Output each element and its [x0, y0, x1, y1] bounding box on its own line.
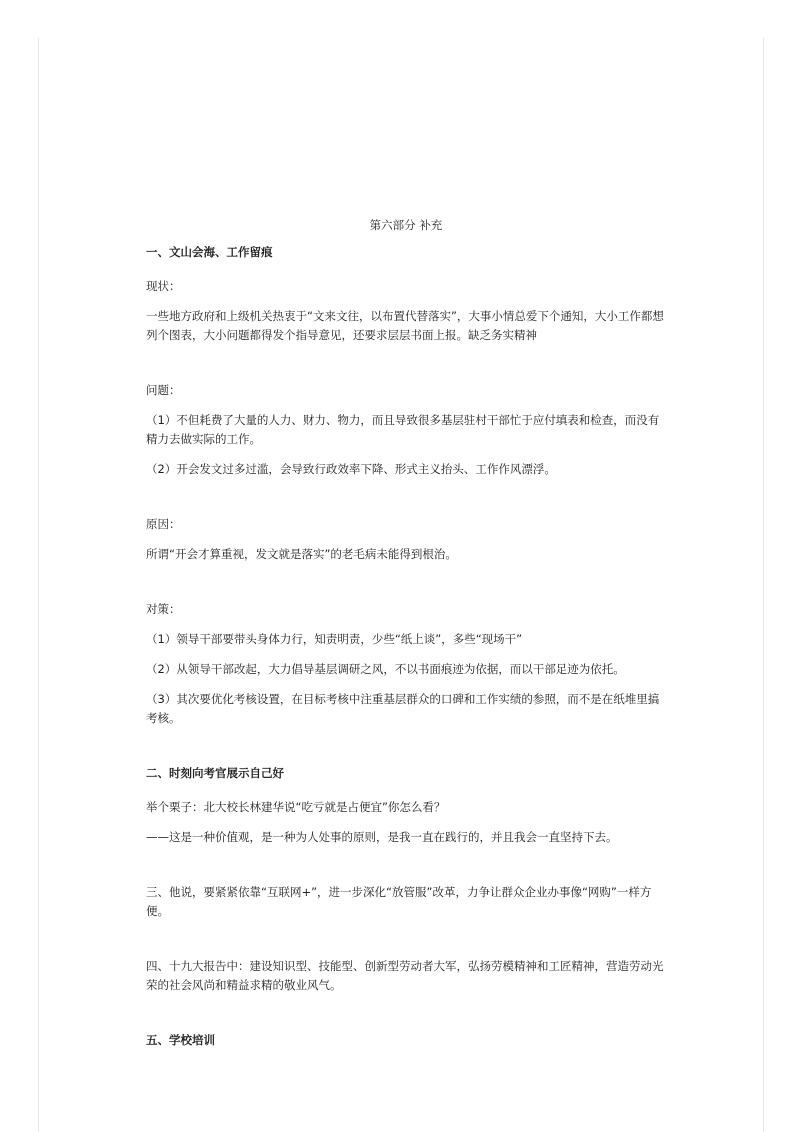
measure-item: （3）其次要优化考核设置，在目标考核中注重基层群众的口碑和工作实绩的参照，而不是在纸堆里搞考核。 [146, 692, 660, 725]
document-title: 第六部分 补充 [369, 218, 443, 232]
problem-item: （1）不但耗费了大量的人力、财力、物力，而且导致很多基层驻村干部忙于应付填表和检查，而没有精力去做实际的工作。 [146, 413, 660, 446]
cause-label: 原因： [146, 517, 181, 531]
section-1-heading: 一、文山会海、工作留痕 [146, 245, 273, 259]
section-2-heading: 二、时刻向考官展示自己好 [146, 766, 284, 780]
problem-item: （2）开会发文过多过滥，会导致行政效率下降、形式主义抬头、工作作风漂浮。 [146, 462, 556, 476]
example-question: 举个栗子：北大校长林建华说“吃亏就是占便宜”你怎么看？ [146, 800, 446, 814]
section-3-paragraph: 三、他说，要紧紧依靠“互联网+”，进一步深化“放管服”改革，力争让群众企业办事像“网购”一样方便。 [146, 885, 652, 918]
status-paragraph: 一些地方政府和上级机关热衷于“文来文往，以布置代替落实”，大事小情总爱下个通知，大小工作都想列个图表，大小问题都得发个指导意见，还要求层层书面上报。缺乏务实精神 [146, 309, 664, 342]
measure-label: 对策： [146, 602, 181, 616]
example-answer: ——这是一种价值观，是一种为人处事的原则，是我一直在践行的，并且我会一直坚持下去。 [146, 830, 618, 844]
section-5-heading: 五、学校培训 [146, 1033, 215, 1047]
problem-label: 问题： [146, 383, 181, 397]
status-label: 现状： [146, 279, 181, 293]
measure-item: （2）从领导干部改起，大力倡导基层调研之风，不以书面痕迹为依据，而以干部足迹为依托。 [146, 662, 625, 676]
cause-paragraph: 所谓“开会才算重视，发文就是落实”的老毛病未能得到根治。 [146, 547, 457, 561]
measure-item: （1）领导干部要带头身体力行，知责明责，少些“纸上谈”，多些“现场干” [146, 632, 523, 646]
section-4-paragraph: 四、十九大报告中：建设知识型、技能型、创新型劳动者大军，弘扬劳模精神和工匠精神，营造劳动光荣的社会风尚和精益求精的敬业风气。 [146, 959, 664, 992]
document-body [146, 216, 666, 1065]
